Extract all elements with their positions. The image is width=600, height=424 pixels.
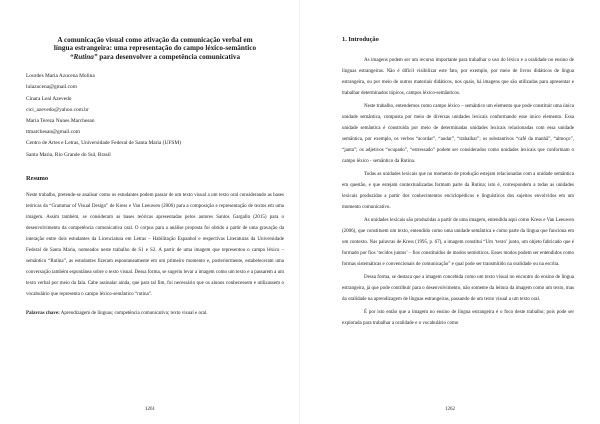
body-paragraph: Todas as unidades lexicais que no momento de produção estejam relacionadas com a unidade semântica em questão, e que estejam contextualizadas formam parte da Rutina; isto é, correspondem a todas as unidades lexicais produzidas a partir dos conhecimentos enciclopédicos e linguísticos dos sujeitos envolvidos em um momento comunicativo. [342,172,574,210]
author-name: Maria Tereza Nunes Marchesan [26,118,95,125]
keywords-label: Palavras chave: [26,310,60,316]
resumo-heading: Resumo [26,174,49,182]
body-paragraph: É por isto então que a imagem no ensino de língua estrangeira é o foco deste trabalho; pois pode ser explorada para trabalhar a oralidade e o vocabulário como [342,310,574,326]
author-name: Cinara Leal Azevedo [26,95,72,102]
author-location: Santa Maria, Rio Grande do Sul, Brasil [26,151,111,158]
body-paragraph: Neste trabalho, entendemos como campo léxico – semântico um elemento que pode constituir uma única unidade semântica, composta por meio de diversas unidades lexicais conformando esse único elemento. Essa unidade semântica é construída por meio de determinadas unidades lexicais relacionadas com essa unidade semântica, por exemplo, os verbos “acordar”, “andar”, “trabalhar”; os substantivos “café da manhã”, “almoço”, “janta”; os adjetivos “ocupado”, “estressado” podem ser considerados como unidades lexicais que conformam o campo léxico - semântico da Rutina. [342,104,574,164]
page-number-right: 1262 [445,407,455,412]
page-number-left: 1261 [145,407,155,412]
body-paragraph: As imagens podem ser um recurso importante para trabalhar o uso do léxico e a oralidade no ensino de línguas estrangeiras. Não é difícil visibilizar este fato, por exemplo, por meio de livros didáticos de língua estrangeira, ou por meio de outros materiais didáticos, nos quais, há imagens que são utilizadas para apresentar e trabalhar determinados tópicos, campos léxico-semânticos. [342,58,574,96]
author-name: Lourdes Maria Azucena Molina [26,73,95,80]
author-block [26,71,284,161]
title-line-1: A comunicação visual como ativação da comunicação verbal em [57,36,253,44]
keywords-text: Aprendizagem de línguas; competência comunicativa; texto visual e oral. [59,310,208,316]
resumo-text: Neste trabalho, pretende-se analisar como os estudantes podem passar de um texto visual a um texto oral considerando as bases teóricas da “Grammar of Visual Design” de Kress e Van Leeuwen (2006) para a composição e representação de textos em uma imagem. Assim também, se consideram as bases teóricas apresentadas pelos autores Santos Gargallo (2015) para o desenvolvimento da competência comunicativa oral. O corpus para a análise proposta foi obtido a partir de uma gravação da interação entre dois estudantes da Licenciatura em Letras – Habilitação Espanhol e respectivas Literaturas da Universidade Federal de Santa Maria, nomeados neste trabalho de S1 e S2. A partir de uma imagem que representou o campo léxico – semântico “Rutina”, as estudantes fizeram espontaneamente em um primeiro momento e, posteriormente, estabeleceram uma conversação também espontânea sobre o texto visual. Dessa forma, se sugeriu levar a imagem como um texto e a passarem a um texto verbal por meio da fala. Cabe assinalar ainda, que para tal fim, foi necessário que os alunos conhecessem e utilizassem o vocabulário que representa o campo léxico-semântico “rutina”. [26,192,284,297]
title-line-3 [34,53,276,61]
title-line-3-rest: para desenvolver a competência comunicativa [97,52,241,61]
paper-title [34,36,276,61]
body-paragraph: As unidades lexicais são produzidas a partir de uma imagem, entendida aqui como Kress e Van Leeuwen (2006), que constituem um texto, entendido como uma unidade semântica e como parte da língua que funciona em um contexto. Nas palavras de Kress (1995, p. 67), a imagem constitui “Um ‘texto’ junto, um objeto fabricado que é formado por fios ‘tecidos juntos’ – fios constituídos de modos semióticos. Esses modos podem ser entendidos como formas sistemáticas e convencionais de comunicação” e qual pode ser transmitido na oralidade ou na escrita. [342,218,574,267]
author-affiliation: Centro de Artes e Letras, Universidade Federal de Santa Maria (UFSM) [26,140,181,147]
introduction-heading: 1. Introdução [342,36,379,43]
title-line-2: língua estrangeira: uma representação do campo léxico-semântico [53,44,257,53]
author-email: ttmarchesan@gmail.com [26,129,80,136]
author-email: cici_azevedo@yahoo.com.br [26,106,89,113]
body-paragraph: Dessa forma, se destaca que a imagem concebida como um texto visual no encontro do ensino de língua estrangeira, já que pode contribuir para o desenvolvimento, não somente da leitura da imagem como um texto, mas da oralidade na aprendizagem de línguas estrangeiras, passando de um texto visual a um texto oral. [342,275,574,302]
author-email: lulazucena@gmail.com [26,84,77,91]
right-page [300,0,600,424]
keywords [26,308,284,319]
title-rutina: “Rutina” [69,52,98,61]
